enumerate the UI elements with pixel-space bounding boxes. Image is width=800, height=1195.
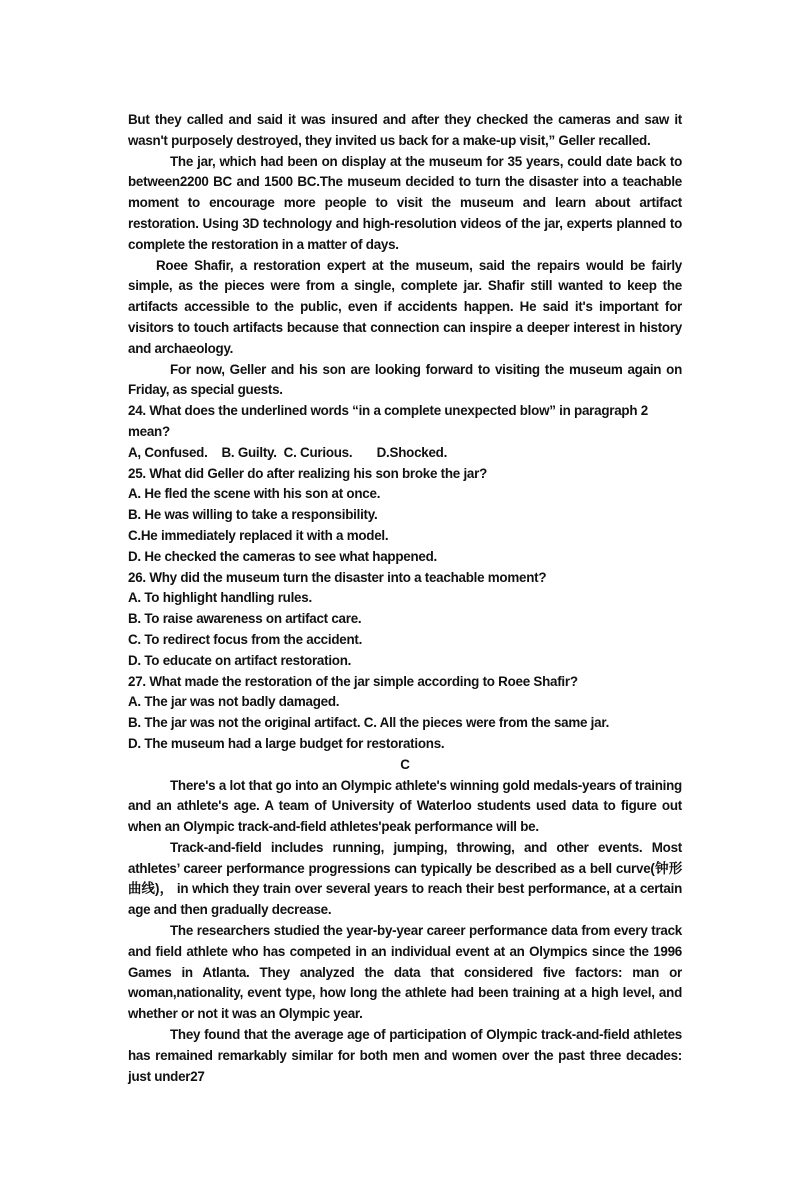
paragraph-friday-visit: For now, Geller and his son are looking forward to visiting the museum again on Friday, as special guests. — [128, 361, 682, 398]
question-25 — [128, 464, 682, 568]
paragraph-c-bell-curve: Track-and-field includes running, jumping, throwing, and other events. Most athletes’ career performance progressions can typically be described as a bell curve(钟形曲线)， in which they train over several years to reach their best performance, at a certain age and then gradually decrease. — [128, 839, 682, 918]
paragraph-b-continued: But they called and said it was insured and after they checked the cameras and saw it wasn't purposely destroyed, they invited us back for a make-up visit,” Geller recalled. — [128, 112, 682, 148]
question-24 — [128, 401, 682, 463]
option-a: A. He fled the scene with his son at once. — [128, 486, 381, 502]
option-c: C. To redirect focus from the accident. — [128, 631, 363, 647]
paragraph-c-research: The researchers studied the year-by-year career performance data from every track and field athlete who has competed in an individual event at an Olympics since the 1996 Games in Atlanta. They analyzed the data that considered five factors: man or woman,nationality, event type, how long the athlete had been training at a high level, and whether or not it was an Olympic year. — [128, 923, 682, 1022]
question-26 — [128, 568, 682, 672]
question-stem: 26. Why did the museum turn the disaster into a teachable moment? — [128, 569, 547, 585]
question-stem: 25. What did Geller do after realizing his son broke the jar? — [128, 465, 488, 481]
paragraph-c-findings: They found that the average age of participation of Olympic track-and-field athletes has remained remarkably similar for both men and women over the past three decades: just under27 — [128, 1027, 682, 1084]
option-d: D. He checked the cameras to see what happened. — [128, 548, 437, 564]
option-a: A. The jar was not badly damaged. — [128, 694, 340, 710]
paragraph-jar-history: The jar, which had been on display at the museum for 35 years, could date back to between2200 BC and 1500 BC.The museum decided to turn the disaster into a teachable moment to encourage more people to visit the museum and learn about artifact restoration. Using 3D technology and high-resolution videos of the jar, experts planned to complete the restoration in a matter of days. — [128, 153, 682, 252]
option-b-c: B. The jar was not the original artifact. C. All the pieces were from the same jar. — [128, 715, 610, 731]
paragraph-shafir: Roee Shafir, a restoration expert at the museum, said the repairs would be fairly simple, as the pieces were from a single, complete jar. Shafir still wanted to keep the artifacts accessible to the public, even if accidents happen. He said it's important for visitors to touch artifacts because that connection can inspire a deeper interest in history and archaeology. — [128, 257, 682, 356]
option-d: D. The museum had a large budget for restorations. — [128, 735, 445, 751]
option-a: A. To highlight handling rules. — [128, 590, 312, 606]
paragraph-c-intro: There's a lot that go into an Olympic athlete's winning gold medals-years of training and an athlete's age. A team of University of Waterloo students used data to figure out when an Olympic track-and-field athletes'peak performance will be. — [128, 777, 682, 835]
question-27 — [128, 672, 682, 755]
option-b: B. To raise awareness on artifact care. — [128, 611, 362, 627]
option-b: B. He was willing to take a responsibility. — [128, 507, 378, 523]
exam-page — [128, 110, 682, 1087]
option-d: D. To educate on artifact restoration. — [128, 652, 352, 668]
question-options: A, Confused. B. Guilty. C. Curious. D.Shocked. — [128, 444, 448, 460]
option-c: C.He immediately replaced it with a model. — [128, 527, 389, 543]
section-title-c: C — [400, 756, 410, 772]
question-stem: 24. What does the underlined words “in a complete unexpected blow” in paragraph 2 mean? — [128, 403, 648, 439]
question-stem: 27. What made the restoration of the jar simple according to Roee Shafir? — [128, 673, 578, 689]
